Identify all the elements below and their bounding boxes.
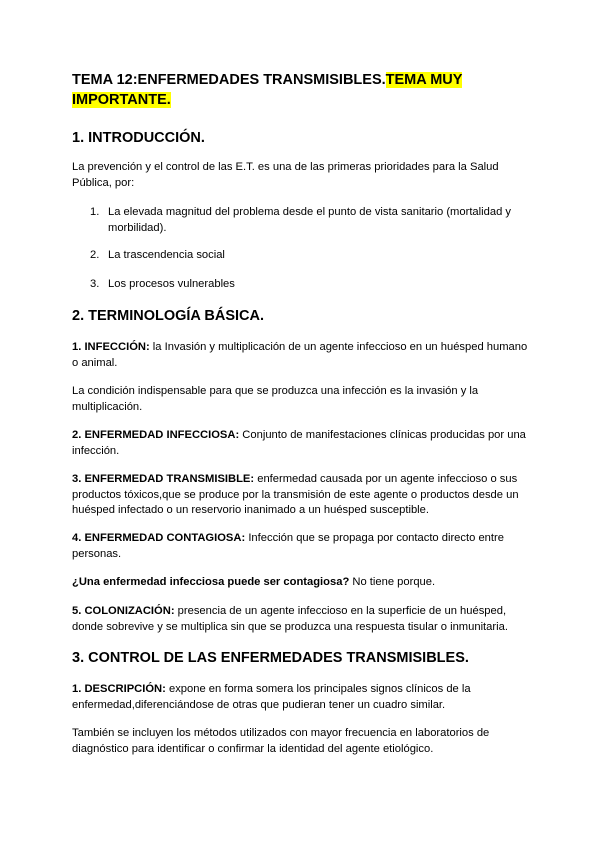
section-1-heading: 1. INTRODUCCIÓN. [72, 130, 205, 146]
text-enfermedad-contagiosa: Infección que se propaga por contacto directo entre personas. [72, 532, 504, 560]
paragraph-condicion: La condición indispensable para que se produzca una infección es la invasión y la multiplicación. [72, 385, 479, 413]
list-item-3 [90, 277, 530, 293]
document-title [72, 70, 492, 110]
term-enfermedad-transmisible: 3. ENFERMEDAD TRANSMISIBLE: [72, 473, 255, 485]
list-item-text: La elevada magnitud del problema desde el punto de vista sanitario (mortalidad y morbilidad). [108, 206, 511, 234]
definition-enfermedad-transmisible [72, 472, 532, 519]
list-item-text: La trascendencia social [108, 249, 225, 261]
text-infeccion: la Invasión y multiplicación de un agente infeccioso en un huésped humano o animal. [72, 341, 528, 369]
list-item-text: Los procesos vulnerables [108, 278, 235, 290]
text-enfermedad-infecciosa: Conjunto de manifestaciones clínicas producidas por una infección. [72, 429, 526, 457]
section-1-intro: La prevención y el control de las E.T. es una de las primeras prioridades para la Salud Pública, por: [72, 161, 499, 189]
list-item-number: 2. [90, 249, 100, 261]
definition-colonizacion [72, 604, 532, 635]
definition-enfermedad-infecciosa [72, 428, 532, 459]
question-contagiosa [72, 575, 532, 591]
question-answer: No tiene porque. [349, 576, 436, 588]
term-descripcion: 1. DESCRIPCIÓN: [72, 683, 166, 695]
list-item-number: 3. [90, 278, 100, 290]
text-colonizacion: presencia de un agente infeccioso en la superficie de un huésped, donde sobrevive y se multiplica sin que se produzca una respuesta tisular o inmunitaria. [72, 605, 508, 633]
paragraph-metodos: También se incluyen los métodos utilizados con mayor frecuencia en laboratorios de diagnóstico para identificar o confirmar la identidad del agente etiológico. [72, 727, 490, 755]
text-enfermedad-transmisible: enfermedad causada por un agente infeccioso o sus productos tóxicos,que se produce por la transmisión de este agente o productos desde un huésped infectado o un reservorio inanimado a un huésped susceptible. [72, 473, 519, 516]
term-colonizacion: 5. COLONIZACIÓN: [72, 605, 175, 617]
definition-enfermedad-contagiosa [72, 531, 532, 562]
list-item-2 [90, 248, 530, 264]
definition-descripcion [72, 682, 532, 713]
title-main: TEMA 12:ENFERMEDADES TRANSMISIBLES. [72, 72, 386, 88]
term-enfermedad-infecciosa: 2. ENFERMEDAD INFECCIOSA: [72, 429, 240, 441]
term-enfermedad-contagiosa: 4. ENFERMEDAD CONTAGIOSA: [72, 532, 246, 544]
term-infeccion: 1. INFECCIÓN: [72, 341, 150, 353]
question-term: ¿Una enfermedad infecciosa puede ser contagiosa? [72, 576, 350, 588]
title-highlight: TEMA MUY IMPORTANTE. [72, 72, 463, 108]
list-item-number: 1. [90, 206, 100, 218]
text-descripcion: expone en forma somera los principales signos clínicos de la enfermedad,diferenciándose de otras que pudieran tener un cuadro similar. [72, 683, 471, 711]
definition-infeccion [72, 340, 532, 371]
section-3-heading: 3. CONTROL DE LAS ENFERMEDADES TRANSMISIBLES. [72, 650, 469, 666]
list-item-1 [90, 205, 530, 236]
section-2-heading: 2. TERMINOLOGÍA BÁSICA. [72, 308, 264, 324]
